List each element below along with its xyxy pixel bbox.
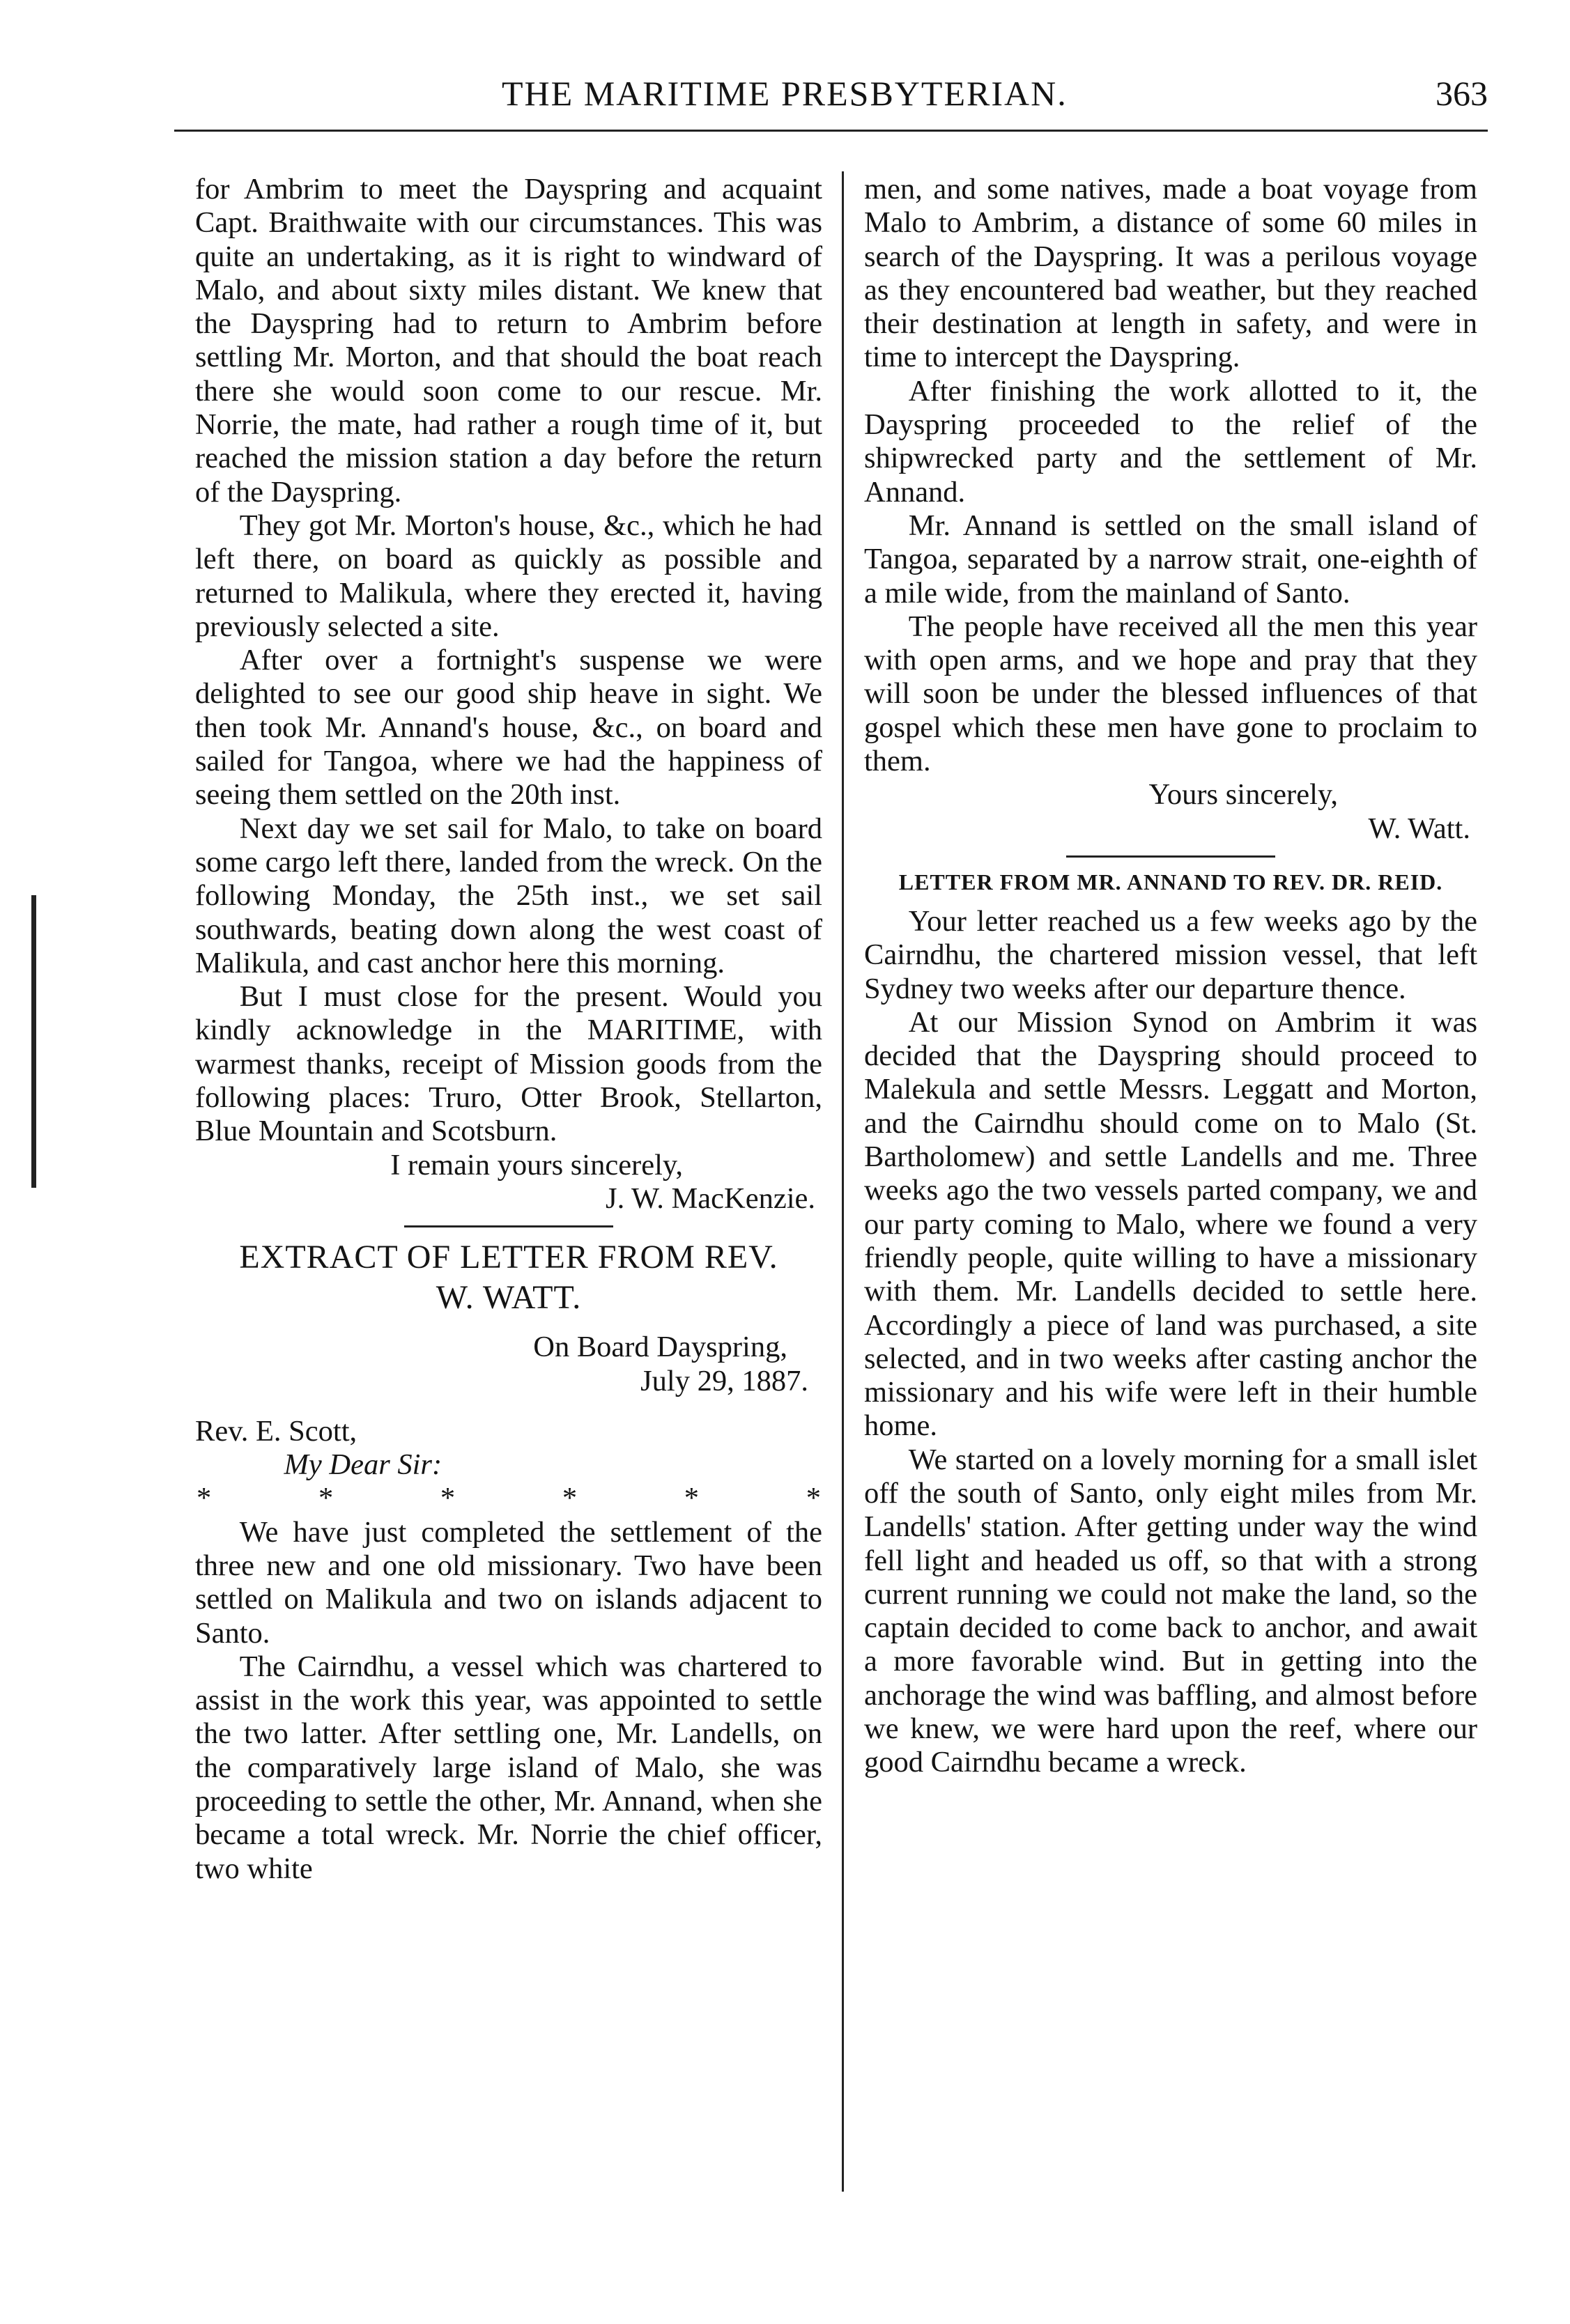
- margin-bar: [31, 895, 36, 1188]
- paragraph: Next day we set sail for Malo, to take on board some cargo left there, landed from the wreck. On the following Monday, the 25th inst., we set sail southwards, beating down along the west coast of Malikula, and cast anchor here this morning.: [195, 812, 822, 979]
- section-heading: EXTRACT OF LETTER FROM REV.: [239, 1239, 778, 1276]
- paragraph: men, and some natives, made a boat voyage from Malo to Ambrim, a distance of some 60 miles in search of the Dayspring. It was a perilous voyage as they encountered bad weather, but they reached their destination at length in safety, and were in time to intercept the Dayspring.: [864, 173, 1477, 374]
- paragraph: After over a fortnight's suspense we were delighted to see our good ship heave in sight. We then took Mr. Annand's house, &c., on board and sailed for Tangoa, where we had the happiness of seeing them settled on the 20th inst.: [195, 644, 822, 812]
- page-number: 363: [1436, 74, 1488, 113]
- signature-closing: Yours sincerely,: [1148, 778, 1338, 812]
- journal-title: THE MARITIME PRESBYTERIAN.: [502, 74, 1068, 113]
- running-header: [174, 73, 1488, 129]
- paragraph: The Cairndhu, a vessel which was chartered to assist in the work this year, was appointed to settle the two latter. After settling one, Mr. Landells, on the comparatively large island of Malo, she was proceeding to settle the other, Mr. Annand, when she became a total wreck. Mr. Norrie the chief officer, two white: [195, 1650, 822, 1885]
- right-column: [864, 173, 1477, 1780]
- letter-date: July 29, 1887.: [640, 1364, 808, 1397]
- paragraph: Your letter reached us a few weeks ago by the Cairndhu, the chartered mission vessel, that left Sydney two weeks after our departure thence.: [864, 904, 1477, 1005]
- header-rule: [174, 130, 1488, 132]
- salutation-recipient: Rev. E. Scott,: [195, 1414, 357, 1448]
- signature: [195, 1149, 822, 1216]
- section-heading-line2: W. WATT.: [436, 1279, 582, 1317]
- paragraph: We have just completed the settlement of the three new and one old missionary. Two have been settled on Malikula and two on islands adjacent to Santo.: [195, 1515, 822, 1650]
- paragraph: At our Mission Synod on Ambrim it was decided that the Dayspring should proceed to Malekula and settle Messrs. Leggatt and Morton, and the Cairndhu should come on to Malo (St. Bartholomew) and settle Landells and me. Three weeks ago the two vessels parted company, we and our party coming to Malo, where we found a very friendly people, quite willing to have a missionary with them. Mr. Landells decided to settle here. Accordingly a piece of land was purchased, a site selected, and in two weeks after casting anchor the missionary and his wife were left in their humble home.: [864, 1005, 1477, 1443]
- paragraph: We started on a lovely morning for a small islet off the south of Santo, only eight miles from Mr. Landells' station. After getting under way the wind fell light and headed us off, so that with a strong current running we could not make the land, so the captain decided to come back to anchor, and await a more favorable wind. But in getting into the anchorage the wind was baffling, and almost before we knew, we were hard upon the reef, where our good Cairndhu became a wreck.: [864, 1443, 1477, 1779]
- paragraph: After finishing the work allotted to it, the Dayspring proceeded to the relief of the shipwrecked party and the settlement of Mr. Annand.: [864, 374, 1477, 509]
- paragraph: Mr. Annand is settled on the small island of Tangoa, separated by a narrow strait, one-eighth of a mile wide, from the mainland of Santo.: [864, 509, 1477, 610]
- paragraph: They got Mr. Morton's house, &c., which he had left there, on board as quickly as possible and returned to Malikula, where they erected it, having previously selected a site.: [195, 509, 822, 643]
- paragraph: The people have received all the men this year with open arms, and we hope and pray that they will soon be under the blessed influences of that gospel which these men have gone to proclaim to them.: [864, 610, 1477, 778]
- asterisk-row: * * * * * *: [197, 1482, 821, 1515]
- section-rule: [1066, 855, 1275, 858]
- signature: [864, 778, 1477, 846]
- section-heading: LETTER FROM MR. ANNAND TO REV. DR. REID.: [898, 869, 1443, 894]
- section-rule: [404, 1225, 613, 1227]
- signature-name: J. W. MacKenzie.: [606, 1182, 815, 1215]
- paragraph: for Ambrim to meet the Dayspring and acquaint Capt. Braithwaite with our circumstances. This was quite an undertaking, as it is right to windward of Malo, and about sixty miles distant. We knew that the Dayspring had to return to Ambrim before settling Mr. Morton, and that should the boat reach there she would soon come to our rescue. Mr. Norrie, the mate, had rather a rough time of it, but reached the mission station a day before the return of the Dayspring.: [195, 173, 822, 509]
- signature-closing: I remain yours sincerely,: [390, 1148, 683, 1182]
- letter-location: On Board Dayspring,: [533, 1331, 787, 1364]
- signature-name: W. Watt.: [1368, 812, 1470, 845]
- column-divider: [842, 171, 844, 2192]
- left-column: [195, 173, 822, 1886]
- paragraph: But I must close for the present. Would you kindly acknowledge in the MARITIME, with warmest thanks, receipt of Mission goods from the following places: Truro, Otter Brook, Stellarton, Blue Mountain and Scotsburn.: [195, 980, 822, 1148]
- salutation-greeting: My Dear Sir:: [284, 1448, 442, 1482]
